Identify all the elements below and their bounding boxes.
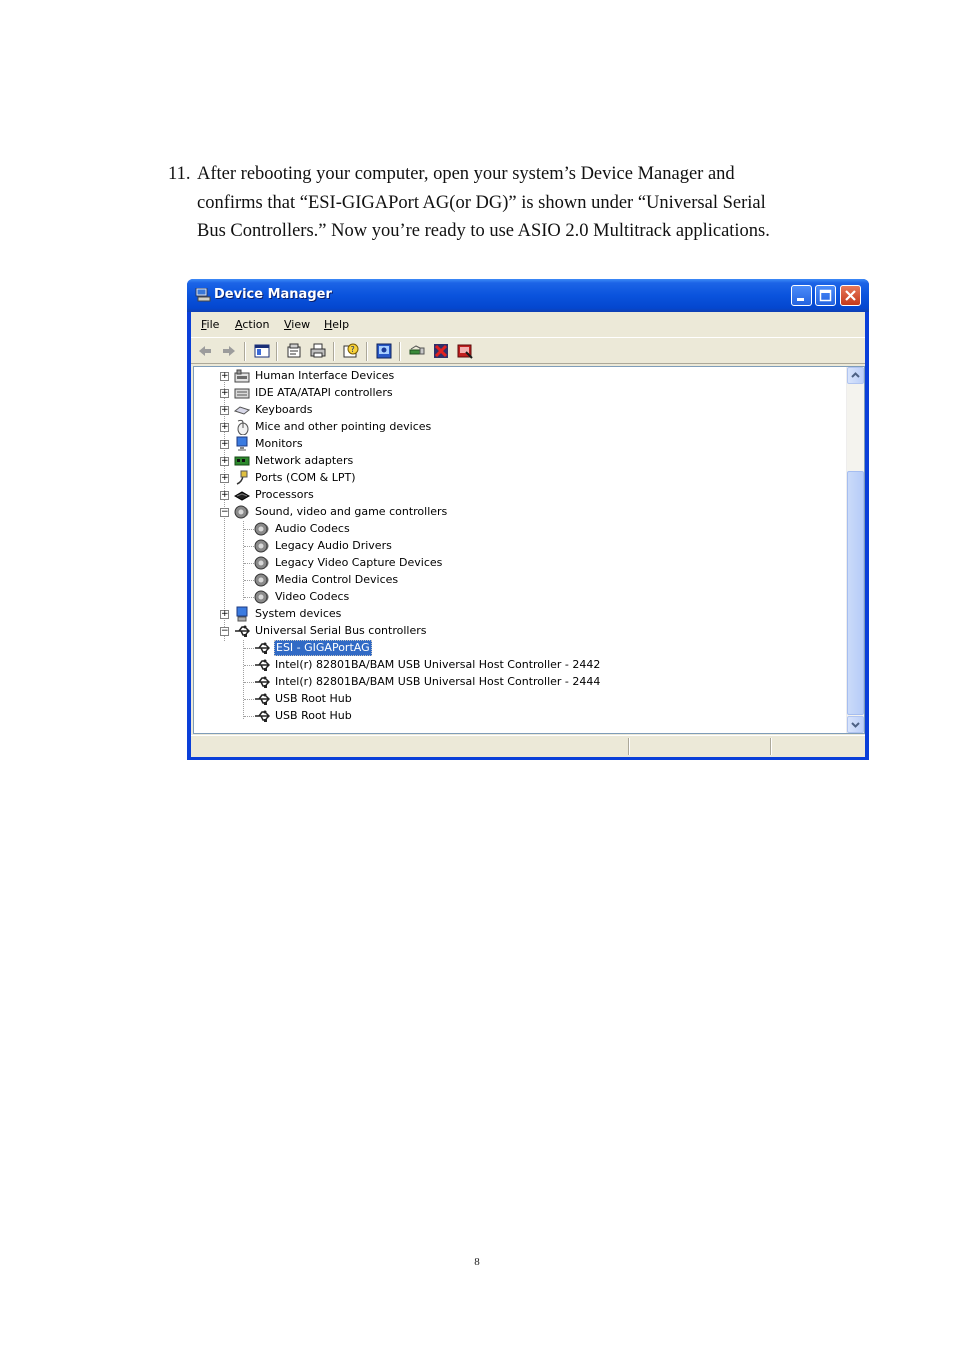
tree-item-label: Mice and other pointing devices xyxy=(255,420,432,433)
status-separator xyxy=(770,738,772,755)
tree-item-sound[interactable] xyxy=(194,504,834,521)
tree-item-ports[interactable] xyxy=(194,470,834,487)
hid-icon xyxy=(234,368,250,384)
tree-item-esi-gigaportag[interactable] xyxy=(194,640,834,657)
uninstall-device-icon[interactable] xyxy=(456,342,474,360)
usb-icon xyxy=(254,691,270,707)
menu-help-rest: elp xyxy=(332,318,350,331)
chevron-up-icon xyxy=(848,368,863,383)
tree-item-network[interactable] xyxy=(194,453,834,470)
close-icon xyxy=(844,289,857,302)
tree-connector xyxy=(244,665,254,666)
tree-item-label: Audio Codecs xyxy=(275,522,350,535)
show-hide-console-tree-icon[interactable] xyxy=(253,342,271,360)
tree-item-keyboards[interactable] xyxy=(194,402,834,419)
tree-item-label: Video Codecs xyxy=(275,590,350,603)
tree-item-label: Intel(r) 82801BA/BAM USB Universal Host Controller - 2442 xyxy=(275,658,601,671)
vertical-scrollbar[interactable] xyxy=(846,367,864,733)
tree-item-label: Universal Serial Bus controllers xyxy=(255,624,427,637)
menu-help[interactable] xyxy=(324,318,349,331)
processor-icon xyxy=(234,487,250,503)
expand-icon[interactable]: + xyxy=(221,422,229,432)
expand-icon[interactable]: + xyxy=(221,371,229,381)
window-title: Device Manager xyxy=(214,287,332,302)
tree-connector xyxy=(244,529,254,530)
tree-connector xyxy=(244,563,254,564)
tree-item-intel-2444[interactable] xyxy=(194,674,834,691)
menu-file-mnemonic: F xyxy=(201,318,207,331)
scan-hardware-icon[interactable] xyxy=(375,342,393,360)
sound-icon xyxy=(254,572,270,588)
close-button[interactable] xyxy=(840,285,861,306)
status-bar xyxy=(191,735,865,757)
menu-action-mnemonic: A xyxy=(235,318,243,331)
scroll-down-button[interactable] xyxy=(847,716,864,733)
tree-item-label: Sound, video and game controllers xyxy=(255,505,448,518)
update-driver-icon[interactable] xyxy=(408,342,426,360)
tree-item-label: Ports (COM & LPT) xyxy=(255,471,356,484)
disable-device-icon[interactable] xyxy=(432,342,450,360)
tree-item-video-codecs[interactable] xyxy=(194,589,834,606)
svg-text:?: ? xyxy=(350,345,355,354)
tree-connector xyxy=(244,648,254,649)
tree-item-ide[interactable] xyxy=(194,385,834,402)
menu-help-mnemonic: H xyxy=(324,318,333,331)
keyboard-icon xyxy=(234,402,250,418)
window-client-area xyxy=(191,312,865,756)
tree-connector xyxy=(244,597,254,598)
step-number: 11. xyxy=(168,164,191,184)
tree-item-label-selected: ESI - GIGAPortAG xyxy=(276,641,370,654)
sound-icon xyxy=(234,504,250,520)
sound-icon xyxy=(254,589,270,605)
ide-controller-icon xyxy=(234,385,250,401)
tree-item-legacy-audio[interactable] xyxy=(194,538,834,555)
tree-item-label: Legacy Audio Drivers xyxy=(275,539,392,552)
expand-icon[interactable]: + xyxy=(221,490,229,500)
device-tree[interactable] xyxy=(193,366,865,734)
tree-item-label: Intel(r) 82801BA/BAM USB Universal Host Controller - 2444 xyxy=(275,675,601,688)
tree-item-usb-root-hub-2[interactable] xyxy=(194,708,834,725)
tree-item-label: IDE ATA/ATAPI controllers xyxy=(255,386,393,399)
menu-file-rest: ile xyxy=(206,318,220,331)
toolbar-separator xyxy=(244,342,246,361)
usb-icon xyxy=(254,708,270,724)
tree-item-system-devices[interactable] xyxy=(194,606,834,623)
expand-icon[interactable]: + xyxy=(221,473,229,483)
scroll-thumb[interactable] xyxy=(847,471,864,715)
tree-item-label: Network adapters xyxy=(255,454,354,467)
tree-item-label: USB Root Hub xyxy=(275,709,352,722)
menu-view[interactable] xyxy=(284,318,310,331)
status-separator xyxy=(628,738,630,755)
expand-icon[interactable]: + xyxy=(221,388,229,398)
maximize-icon xyxy=(819,289,832,302)
network-adapter-icon xyxy=(234,453,250,469)
tree-connector xyxy=(244,699,254,700)
menu-action-rest: ction xyxy=(242,318,270,331)
tree-item-usb-controllers[interactable] xyxy=(194,623,834,640)
collapse-icon[interactable]: − xyxy=(221,626,229,636)
tree-item-label: Processors xyxy=(255,488,314,501)
minimize-icon xyxy=(795,289,808,302)
tree-connector xyxy=(244,716,254,717)
usb-icon xyxy=(234,623,250,639)
expand-icon[interactable]: + xyxy=(221,609,229,619)
expand-icon[interactable]: + xyxy=(221,405,229,415)
scroll-up-button[interactable] xyxy=(847,367,864,384)
menu-file[interactable] xyxy=(201,318,219,331)
tree-item-label: Keyboards xyxy=(255,403,313,416)
usb-icon xyxy=(254,640,270,656)
menu-action[interactable] xyxy=(235,318,269,331)
tree-connector xyxy=(244,682,254,683)
tree-item-audio-codecs[interactable] xyxy=(194,521,834,538)
sound-icon xyxy=(254,521,270,537)
menu-view-mnemonic: V xyxy=(284,318,292,331)
tree-connector xyxy=(244,546,254,547)
usb-icon xyxy=(254,657,270,673)
toolbar-separator xyxy=(399,342,401,361)
sound-icon xyxy=(254,555,270,571)
tree-item-label: Media Control Devices xyxy=(275,573,399,586)
collapse-icon[interactable]: − xyxy=(221,507,229,517)
monitor-icon xyxy=(234,436,250,452)
forward-icon[interactable] xyxy=(220,342,238,360)
tree-item-mice[interactable] xyxy=(194,419,834,436)
mouse-icon xyxy=(234,419,250,435)
tree-item-media-control[interactable] xyxy=(194,572,834,589)
tree-item-label: USB Root Hub xyxy=(275,692,352,705)
port-icon xyxy=(234,470,250,486)
tree-item-processors[interactable] xyxy=(194,487,834,504)
properties-icon[interactable] xyxy=(285,342,303,360)
tree-item-legacy-video[interactable] xyxy=(194,555,834,572)
toolbar-separator xyxy=(366,342,368,361)
usb-icon xyxy=(254,674,270,690)
system-device-icon xyxy=(234,606,250,622)
maximize-button[interactable] xyxy=(815,285,836,306)
tree-item-label: Human Interface Devices xyxy=(255,369,395,382)
computer-icon xyxy=(195,288,211,302)
expand-icon[interactable]: + xyxy=(221,439,229,449)
tree-item-intel-2442[interactable] xyxy=(194,657,834,674)
expand-icon[interactable]: + xyxy=(221,456,229,466)
page-number: 8 xyxy=(474,1256,480,1268)
tree-item-monitors[interactable] xyxy=(194,436,834,453)
menu-bar xyxy=(191,312,865,336)
instruction-line-3: Bus Controllers.” Now you’re ready to use ASIO 2.0 Multitrack applications. xyxy=(197,221,770,241)
device-manager-window xyxy=(187,279,869,760)
tree-connector xyxy=(244,580,254,581)
print-icon[interactable] xyxy=(309,342,327,360)
tree-item-label: Monitors xyxy=(255,437,303,450)
tree-item-label: System devices xyxy=(255,607,342,620)
toolbar xyxy=(191,337,865,364)
menu-view-rest: iew xyxy=(291,318,311,331)
minimize-button[interactable] xyxy=(791,285,812,306)
instruction-line-1: After rebooting your computer, open your system’s Device Manager and xyxy=(197,164,735,184)
sound-icon xyxy=(254,538,270,554)
chevron-down-icon xyxy=(848,717,863,732)
back-icon[interactable] xyxy=(196,342,214,360)
title-bar[interactable] xyxy=(187,279,869,312)
toolbar-separator xyxy=(276,342,278,361)
tree-item-usb-root-hub-1[interactable] xyxy=(194,691,834,708)
help-icon[interactable] xyxy=(342,342,360,360)
tree-item-label: Legacy Video Capture Devices xyxy=(275,556,443,569)
instruction-line-2: confirms that “ESI-GIGAPort AG(or DG)” is shown under “Universal Serial xyxy=(197,192,766,213)
toolbar-separator xyxy=(333,342,335,361)
tree-item-hid[interactable] xyxy=(194,368,834,385)
